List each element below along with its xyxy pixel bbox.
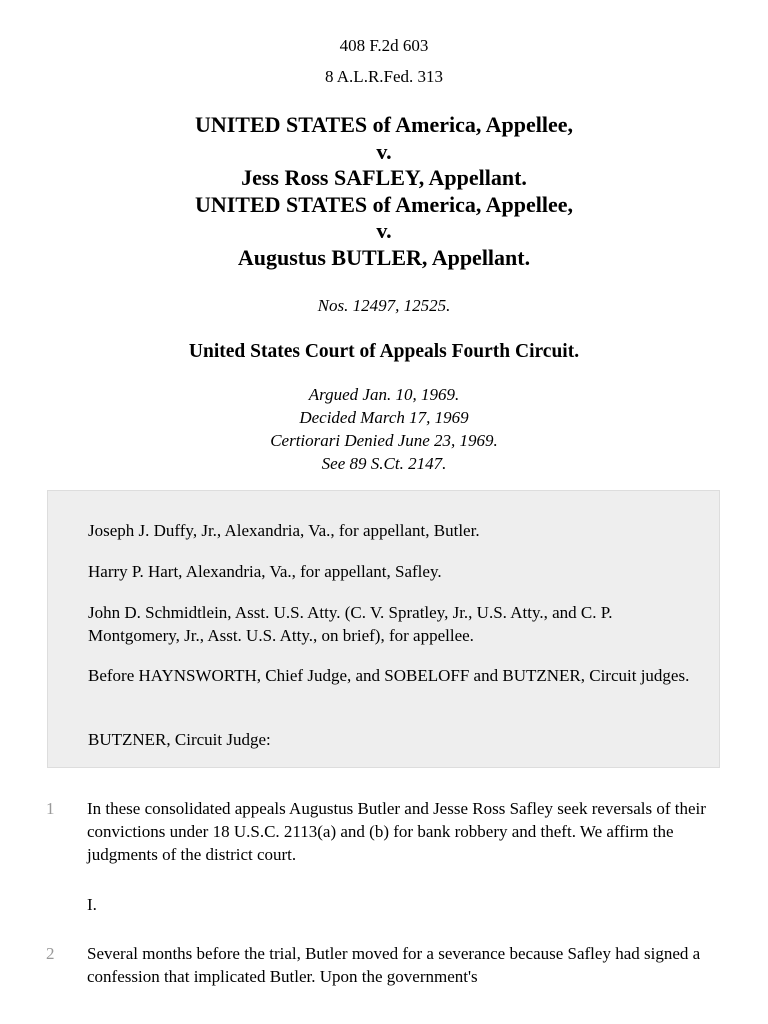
case-parties: [0, 112, 768, 271]
counsel-line: Joseph J. Duffy, Jr., Alexandria, Va., for appellant, Butler.: [88, 521, 480, 540]
counsel-line: Harry P. Hart, Alexandria, Va., for appellant, Safley.: [88, 562, 442, 581]
alr-citation: 8 A.L.R.Fed. 313: [324, 67, 444, 86]
section-heading: I.: [87, 895, 97, 914]
case-dates: [0, 383, 768, 475]
paragraph-number: 2: [46, 944, 55, 963]
party-line: UNITED STATES of America, Appellee,: [194, 112, 574, 137]
date-line: Argued Jan. 10, 1969.: [308, 385, 460, 404]
reporter-citation: 408 F.2d 603: [339, 36, 429, 55]
party-line: v.: [376, 218, 392, 243]
paragraph-text: In these consolidated appeals Augustus Butler and Jesse Ross Safley seek reversals of their convictions under 18 U.S.C. 2113(a) and (b) for bank robbery and theft. We affirm the judgments of the district court.: [87, 799, 706, 864]
party-line: v.: [376, 138, 392, 164]
party-line: Jess Ross SAFLEY, Appellant.: [241, 165, 527, 190]
panel-line: Before HAYNSWORTH, Chief Judge, and SOBELOFF and BUTZNER, Circuit judges.: [88, 666, 690, 685]
docket-numbers: Nos. 12497, 12525.: [317, 296, 451, 315]
date-line: See 89 S.Ct. 2147.: [321, 454, 447, 473]
party-line: UNITED STATES of America, Appellee,: [194, 191, 574, 217]
counsel-line: John D. Schmidtlein, Asst. U.S. Atty. (C. V. Spratley, Jr., U.S. Atty., and C. P. Montgomery, Jr., Asst. U.S. Atty., on brief), for appellee.: [88, 603, 613, 645]
party-line: Augustus BUTLER, Appellant.: [237, 244, 531, 270]
paragraph-text: Several months before the trial, Butler moved for a severance because Safley had signed a confession that implicated Butler. Upon the government's: [87, 944, 701, 986]
author-line: BUTZNER, Circuit Judge:: [88, 730, 271, 749]
date-line: Certiorari Denied June 23, 1969.: [270, 431, 498, 450]
paragraph-number: 1: [46, 799, 55, 818]
date-line: Decided March 17, 1969: [299, 408, 469, 427]
court-name: United States Court of Appeals Fourth Circuit.: [188, 341, 580, 362]
counsel-box: [47, 490, 720, 768]
